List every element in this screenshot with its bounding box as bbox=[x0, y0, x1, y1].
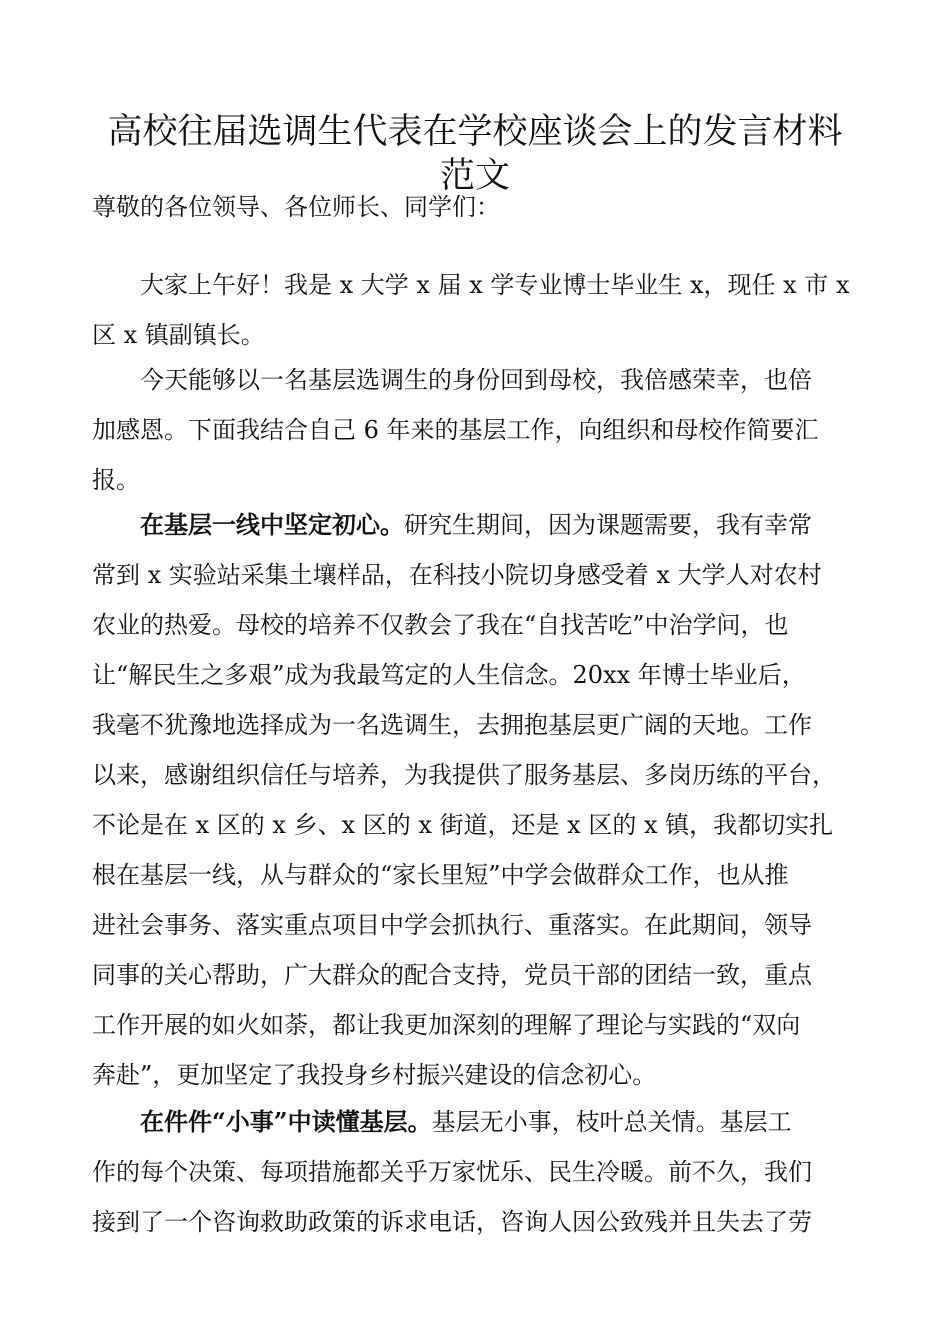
paragraph-line: 根在基层一线，从与群众的“家长里短”中学会做群众工作，也从推 bbox=[92, 861, 789, 889]
paragraph-text: 研究生期间，因为课题需要，我有幸常 bbox=[404, 511, 812, 539]
paragraph-first-line bbox=[92, 1097, 862, 1147]
paragraph-section-2 bbox=[92, 1097, 862, 1247]
salutation: 尊敬的各位领导、各位师长、同学们： bbox=[92, 193, 500, 221]
paragraph-line: 今天能够以一名基层选调生的身份回到母校，我倍感荣幸，也倍 bbox=[140, 366, 812, 394]
paragraph-line: 区 x 镇副镇长。 bbox=[92, 321, 265, 349]
paragraph-line: 接到了一个咨询救助政策的诉求电话，咨询人因公致残并且失去了劳 bbox=[92, 1208, 812, 1236]
paragraph-text: 基层无小事，枝叶总关情。基层工 bbox=[431, 1108, 792, 1136]
paragraph-line: 奔赴”，更加坚定了我投身乡村振兴建设的信念初心。 bbox=[92, 1061, 657, 1089]
paragraph-line: 大家上午好！我是 x 大学 x 届 x 学专业博士毕业生 x，现任 x 市 x bbox=[140, 271, 850, 299]
section-heading: 在基层一线中坚定初心。 bbox=[140, 510, 404, 539]
paragraph-line: 我毫不犹豫地选择成为一名选调生，去拥抱基层更广阔的天地。工作 bbox=[92, 711, 812, 739]
paragraph-intro bbox=[92, 355, 862, 505]
title-line-1: 高校往届选调生代表在学校座谈会上的发言材料 bbox=[107, 112, 843, 152]
paragraph-line: 以来，感谢组织信任与培养，为我提供了服务基层、多岗历练的平台， bbox=[92, 761, 836, 789]
title-line-2: 范文 bbox=[439, 156, 510, 196]
paragraph-line: 进社会事务、落实重点项目中学会抓执行、重落实。在此期间，领导 bbox=[92, 911, 812, 939]
paragraph-line: 工作开展的如火如荼，都让我更加深刻的理解了理论与实践的“双向 bbox=[92, 1011, 801, 1039]
paragraph-line: 不论是在 x 区的 x 乡、x 区的 x 街道，还是 x 区的 x 镇，我都切实扎 bbox=[92, 811, 834, 839]
paragraph-line: 加感恩。下面我结合自己 6 年来的基层工作，向组织和母校作简要汇 bbox=[92, 416, 819, 444]
paragraph-first-line bbox=[92, 500, 862, 550]
section-heading: 在件件“小事”中读懂基层。 bbox=[140, 1107, 432, 1136]
paragraph-greeting bbox=[92, 260, 862, 360]
paragraph-section-1 bbox=[92, 500, 862, 1100]
paragraph-line: 报。 bbox=[92, 466, 140, 494]
paragraph-line: 让“解民生之多艰”成为我最笃定的人生信念。20xx 年博士毕业后， bbox=[92, 661, 806, 689]
paragraph-line: 同事的关心帮助，广大群众的配合支持，党员干部的团结一致，重点 bbox=[92, 961, 812, 989]
paragraph-line: 常到 x 实验站采集土壤样品，在科技小院切身感受着 x 大学人对农村 bbox=[92, 561, 822, 589]
paragraph-line: 作的每个决策、每项措施都关乎万家忧乐、民生冷暖。前不久，我们 bbox=[92, 1158, 812, 1186]
paragraph-line: 农业的热爱。母校的培养不仅教会了我在“自找苦吃”中治学问，也 bbox=[92, 611, 789, 639]
